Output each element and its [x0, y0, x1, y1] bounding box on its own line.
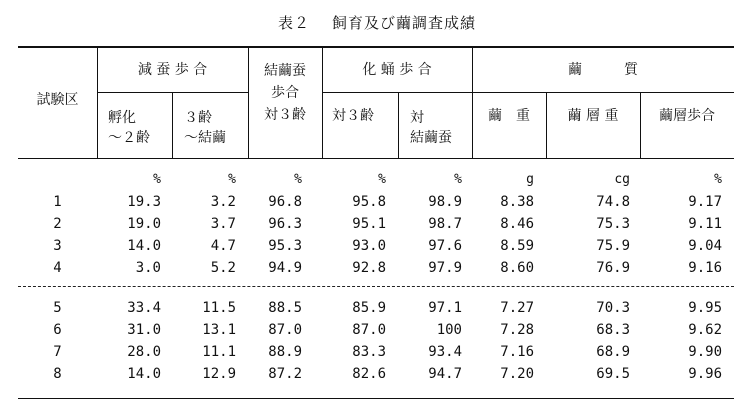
table-cell: 8.60 [500, 260, 534, 276]
table-cell: 93.4 [428, 344, 462, 360]
group-separator [18, 286, 734, 287]
table-cell: 9.04 [688, 238, 722, 254]
unit-label: % [378, 172, 386, 187]
table-cell: 14.0 [127, 238, 161, 254]
header-line: ～２齢 [108, 130, 150, 146]
row-id: 8 [53, 366, 62, 382]
table-cell: 8.59 [500, 238, 534, 254]
table-cell: 7.27 [500, 300, 534, 316]
table-cell: 69.5 [596, 366, 630, 382]
unit-label: % [454, 172, 462, 187]
table-cell: 19.3 [127, 194, 161, 210]
table-cell: 75.3 [596, 216, 630, 232]
header-reduction-rate: 減 蚕 歩 合 [137, 62, 208, 78]
header-shell-weight: 繭 層 重 [567, 108, 619, 124]
table-cell: 7.28 [500, 322, 534, 338]
table-cell: 3.2 [210, 194, 236, 210]
header-bottom-rule [18, 158, 734, 159]
group-header-rule-2 [322, 92, 734, 93]
table-cell: 33.4 [127, 300, 161, 316]
header-pupa-per-3rd: 対３齢 [332, 108, 374, 124]
table-cell: 87.2 [268, 366, 302, 382]
header-shell-ratio: 繭層歩合 [659, 108, 715, 124]
table-cell: 93.0 [352, 238, 386, 254]
header-cocoon-weight: 繭 重 [488, 108, 530, 124]
header-line: ～結繭 [184, 130, 226, 146]
header-3rd-to-cocoon [184, 108, 226, 148]
header-line: ３齢 [184, 110, 212, 126]
unit-label: % [294, 172, 302, 187]
table-cell: 5.2 [210, 260, 236, 276]
header-divider [640, 92, 641, 158]
header-line: 結繭蚕 [410, 130, 452, 146]
header-divider [398, 92, 399, 158]
table-number: 表２ [277, 14, 310, 32]
header-area: 試験区 [36, 92, 79, 108]
table-cell: 9.90 [688, 344, 722, 360]
table-cell: 95.3 [268, 238, 302, 254]
table-caption: 飼育及び繭調査成績 [332, 14, 477, 32]
top-rule [18, 46, 734, 48]
table-cell: 9.16 [688, 260, 722, 276]
header-line: 対 [410, 110, 424, 126]
table-cell: 97.9 [428, 260, 462, 276]
table-title [0, 12, 754, 33]
row-id: 3 [53, 238, 62, 254]
table-cell: 19.0 [127, 216, 161, 232]
table-cell: 11.5 [202, 300, 236, 316]
table-cell: 94.7 [428, 366, 462, 382]
table-cell: 4.7 [210, 238, 236, 254]
table-cell: 13.1 [202, 322, 236, 338]
row-id: 1 [53, 194, 62, 210]
table-cell: 83.3 [352, 344, 386, 360]
table-cell: 11.1 [202, 344, 236, 360]
row-id: 4 [53, 260, 62, 276]
table-cell: 95.8 [352, 194, 386, 210]
table-cell: 8.46 [500, 216, 534, 232]
table-cell: 9.17 [688, 194, 722, 210]
unit-label: cg [614, 172, 630, 187]
table-cell: 9.11 [688, 216, 722, 232]
header-pupation-rate: 化 蛹 歩 合 [362, 62, 432, 78]
table-cell: 9.62 [688, 322, 722, 338]
table-cell: 75.9 [596, 238, 630, 254]
table-cell: 3.7 [210, 216, 236, 232]
header-cocoon-quality: 繭 質 [568, 62, 638, 78]
table-cell: 100 [436, 322, 462, 338]
header-hatch-to-2nd [108, 108, 150, 148]
row-id: 6 [53, 322, 62, 338]
unit-label: % [714, 172, 722, 187]
table-cell: 12.9 [202, 366, 236, 382]
table-cell: 9.96 [688, 366, 722, 382]
table-cell: 74.8 [596, 194, 630, 210]
unit-label: % [153, 172, 161, 187]
table-cell: 95.1 [352, 216, 386, 232]
table-cell: 97.6 [428, 238, 462, 254]
table-cell: 98.7 [428, 216, 462, 232]
header-divider [546, 92, 547, 158]
table-cell: 8.38 [500, 194, 534, 210]
header-cocoon-rate [248, 60, 322, 126]
table-cell: 87.0 [352, 322, 386, 338]
header-line: 対３齢 [264, 107, 306, 123]
table-cell: 94.9 [268, 260, 302, 276]
table-cell: 97.1 [428, 300, 462, 316]
table-cell: 3.0 [135, 260, 161, 276]
table-cell: 9.95 [688, 300, 722, 316]
row-id: 5 [53, 300, 62, 316]
table-cell: 76.9 [596, 260, 630, 276]
table-cell: 85.9 [352, 300, 386, 316]
table-cell: 68.9 [596, 344, 630, 360]
unit-label: % [228, 172, 236, 187]
table-cell: 31.0 [127, 322, 161, 338]
header-line: 結繭蚕 [264, 63, 306, 79]
header-line: 歩合 [271, 85, 299, 101]
table-cell: 82.6 [352, 366, 386, 382]
table-cell: 7.20 [500, 366, 534, 382]
table-cell: 87.0 [268, 322, 302, 338]
table-cell: 88.9 [268, 344, 302, 360]
table-cell: 92.8 [352, 260, 386, 276]
table-cell: 88.5 [268, 300, 302, 316]
table-cell: 14.0 [127, 366, 161, 382]
table-cell: 96.8 [268, 194, 302, 210]
header-divider [172, 92, 173, 158]
table-cell: 7.16 [500, 344, 534, 360]
row-id: 2 [53, 216, 62, 232]
table-cell: 96.3 [268, 216, 302, 232]
header-pupa-per-cocoon [410, 108, 452, 148]
row-id: 7 [53, 344, 62, 360]
bottom-rule [18, 398, 734, 399]
table-cell: 98.9 [428, 194, 462, 210]
unit-label: g [526, 172, 534, 187]
table-cell: 70.3 [596, 300, 630, 316]
table-cell: 68.3 [596, 322, 630, 338]
table-cell: 28.0 [127, 344, 161, 360]
header-line: 孵化 [108, 110, 136, 126]
